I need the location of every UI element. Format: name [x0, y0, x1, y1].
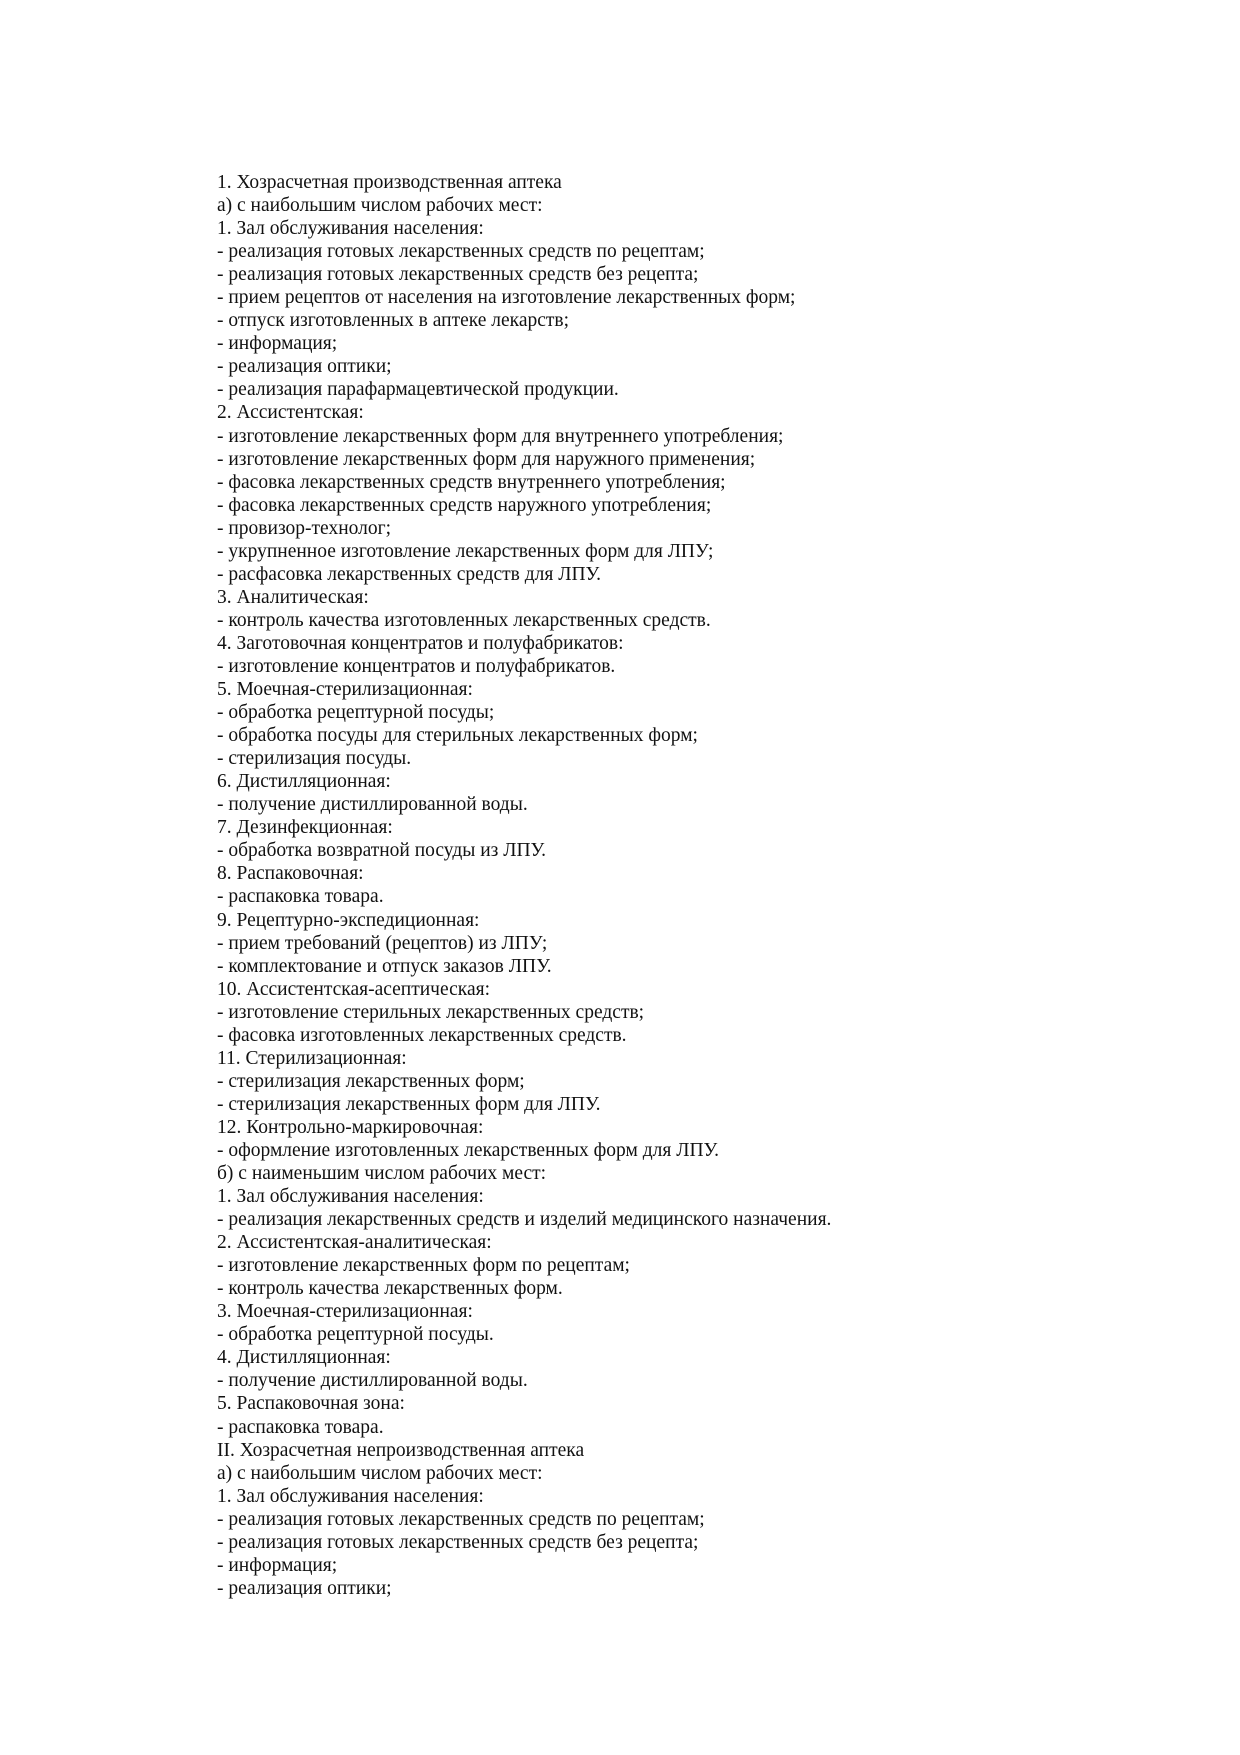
text-line: - стерилизация лекарственных форм;	[217, 1070, 525, 1092]
text-line: - получение дистиллированной воды.	[217, 794, 528, 816]
text-line: - реализация готовых лекарственных средств по рецептам;	[217, 1508, 705, 1530]
text-line: II. Хозрасчетная непроизводственная аптека	[217, 1439, 585, 1461]
text-line: - стерилизация лекарственных форм для ЛПУ.	[217, 1093, 601, 1115]
text-line: - обработка рецептурной посуды.	[217, 1324, 494, 1346]
text-line: 9. Рецептурно-экспедиционная:	[217, 909, 480, 931]
text-line: 2. Ассистентская-аналитическая:	[217, 1232, 492, 1254]
text-line: - реализация готовых лекарственных средств без рецепта;	[217, 1531, 699, 1553]
text-line: - реализация парафармацевтической продукции.	[217, 379, 619, 401]
text-line: - распаковка товара.	[217, 886, 384, 908]
text-line: 3. Аналитическая:	[217, 586, 369, 608]
text-line: - реализация оптики;	[217, 356, 392, 378]
text-line: - изготовление стерильных лекарственных средств;	[217, 1001, 645, 1023]
text-line: - реализация лекарственных средств и изделий медицинского назначения.	[217, 1209, 832, 1231]
text-line: 5. Распаковочная зона:	[217, 1393, 405, 1415]
text-line: а) с наибольшим числом рабочих мест:	[217, 1462, 543, 1484]
text-line: - отпуск изготовленных в аптеке лекарств;	[217, 310, 570, 332]
text-line: 7. Дезинфекционная:	[217, 817, 393, 839]
text-line: - информация;	[217, 333, 338, 355]
text-line: - стерилизация посуды.	[217, 748, 412, 770]
text-line: 4. Заготовочная концентратов и полуфабрикатов:	[217, 632, 624, 654]
text-line: б) с наименьшим числом рабочих мест:	[217, 1163, 547, 1185]
text-line: - контроль качества лекарственных форм.	[217, 1278, 563, 1300]
text-line: - изготовление лекарственных форм по рецептам;	[217, 1255, 630, 1277]
text-line: - комплектование и отпуск заказов ЛПУ.	[217, 955, 552, 977]
text-line: 5. Моечная-стерилизационная:	[217, 679, 473, 701]
text-line: 6. Дистилляционная:	[217, 771, 391, 793]
text-line: 1. Хозрасчетная производственная аптека	[217, 172, 562, 193]
text-line: 3. Моечная-стерилизационная:	[217, 1301, 473, 1323]
text-line: - реализация оптики;	[217, 1577, 392, 1599]
text-line: - фасовка лекарственных средств внутреннего употребления;	[217, 471, 726, 493]
text-line: - фасовка лекарственных средств наружного употребления;	[217, 494, 712, 516]
text-line: - реализация готовых лекарственных средств по рецептам;	[217, 241, 705, 263]
text-line: - оформление изготовленных лекарственных форм для ЛПУ.	[217, 1139, 720, 1161]
text-line: - укрупненное изготовление лекарственных форм для ЛПУ;	[217, 540, 714, 562]
text-line: 4. Дистилляционная:	[217, 1347, 391, 1369]
text-line: - обработка рецептурной посуды;	[217, 702, 495, 724]
text-line: 1. Зал обслуживания населения:	[217, 1186, 484, 1208]
text-line: - провизор-технолог;	[217, 517, 392, 539]
text-line: 1. Зал обслуживания населения:	[217, 218, 484, 240]
text-line: 10. Ассистентская-асептическая:	[217, 978, 490, 1000]
text-line: - фасовка изготовленных лекарственных средств.	[217, 1024, 627, 1046]
text-line: 12. Контрольно-маркировочная:	[217, 1116, 484, 1138]
text-line: - прием требований (рецептов) из ЛПУ;	[217, 932, 548, 954]
text-line: - информация;	[217, 1554, 338, 1576]
text-line: а) с наибольшим числом рабочих мест:	[217, 195, 543, 217]
text-line: 8. Распаковочная:	[217, 863, 364, 885]
text-line: - обработка возвратной посуды из ЛПУ.	[217, 840, 547, 862]
text-line: - получение дистиллированной воды.	[217, 1370, 528, 1392]
text-line: 11. Стерилизационная:	[217, 1047, 407, 1069]
text-line: - распаковка товара.	[217, 1416, 384, 1438]
text-line: 1. Зал обслуживания населения:	[217, 1485, 484, 1507]
text-line: - изготовление лекарственных форм для наружного применения;	[217, 448, 756, 470]
text-line: - расфасовка лекарственных средств для ЛПУ.	[217, 563, 602, 585]
document-text	[217, 171, 1117, 1600]
text-line: - контроль качества изготовленных лекарственных средств.	[217, 609, 711, 631]
text-line: - изготовление лекарственных форм для внутреннего употребления;	[217, 425, 784, 447]
text-line: - изготовление концентратов и полуфабрикатов.	[217, 655, 616, 677]
text-line: 2. Ассистентская:	[217, 402, 364, 424]
text-line: - обработка посуды для стерильных лекарственных форм;	[217, 725, 698, 747]
text-line: - реализация готовых лекарственных средств без рецепта;	[217, 264, 699, 286]
text-line: - прием рецептов от населения на изготовление лекарственных форм;	[217, 287, 796, 309]
